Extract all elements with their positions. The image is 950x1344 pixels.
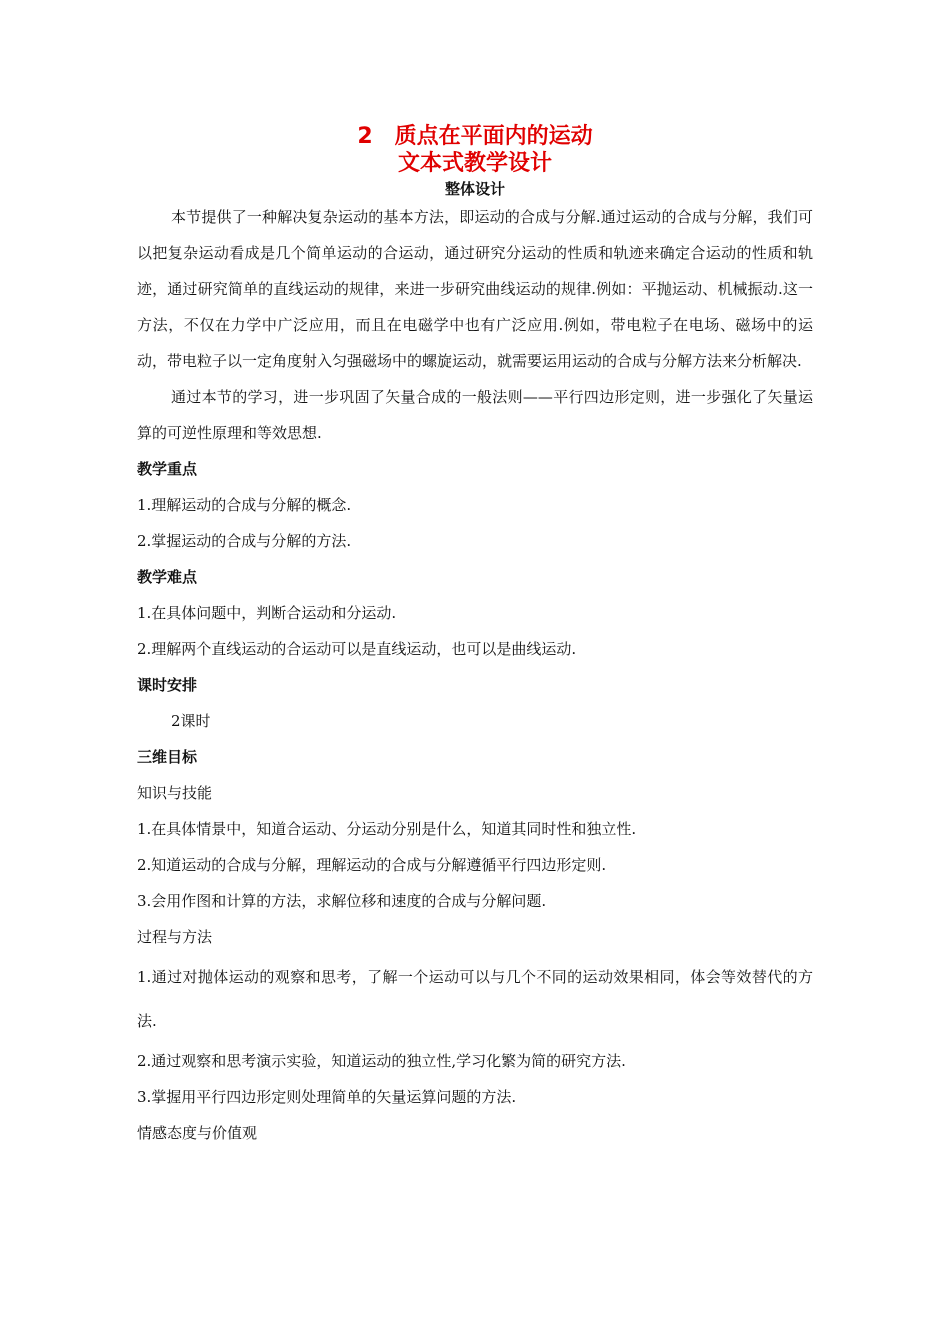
document-title: 2 质点在平面内的运动 bbox=[357, 124, 593, 149]
objective-label-attitude: 情感态度与价值观 bbox=[137, 1124, 258, 1142]
objective-label-knowledge: 知识与技能 bbox=[137, 784, 213, 802]
difficulty-item: 1.在具体问题中，判断合运动和分运动. bbox=[137, 604, 397, 622]
document-body bbox=[137, 199, 813, 1151]
document-title-secondary: 文本式教学设计 bbox=[397, 151, 552, 176]
objective-item: 3.掌握用平行四边形定则处理简单的矢量运算问题的方法. bbox=[137, 1088, 517, 1106]
heading-schedule: 课时安排 bbox=[137, 676, 198, 694]
heading-key-points: 教学重点 bbox=[137, 460, 198, 478]
objective-label-process: 过程与方法 bbox=[137, 928, 213, 946]
intro-paragraph-1: 本节提供了一种解决复杂运动的基本方法，即运动的合成与分解.通过运动的合成与分解，我们可以把复杂运动看成是几个简单运动的合运动，通过研究分运动的性质和轨迹来确定合运动的性质和轨迹，通过研究简单的直线运动的规律，来进一步研究曲线运动的规律.例如：平抛运动、机械振动.这一方法，不仅在力学中广泛应用，而且在电磁学中也有广泛应用.例如，带电粒子在电场、磁场中的运动，带电粒子以一定角度射入匀强磁场中的螺旋运动，就需要运用运动的合成与分解方法来分析解决. bbox=[137, 208, 813, 370]
objective-item: 3.会用作图和计算的方法，求解位移和速度的合成与分解问题. bbox=[137, 892, 547, 910]
key-point-item: 1.理解运动的合成与分解的概念. bbox=[137, 496, 352, 514]
key-point-item: 2.掌握运动的合成与分解的方法. bbox=[137, 532, 352, 550]
heading-difficulties: 教学难点 bbox=[137, 568, 198, 586]
section-title-overall-design: 整体设计 bbox=[444, 180, 505, 198]
objective-item: 2.通过观察和思考演示实验，知道运动的独立性,学习化繁为简的研究方法. bbox=[137, 1052, 626, 1070]
schedule-value: 2课时 bbox=[171, 712, 211, 730]
objective-item: 2.知道运动的合成与分解，理解运动的合成与分解遵循平行四边形定则. bbox=[137, 856, 607, 874]
intro-paragraph-2: 通过本节的学习，进一步巩固了矢量合成的一般法则——平行四边形定则，进一步强化了矢量运算的可逆性原理和等效思想. bbox=[137, 388, 813, 442]
objective-item: 1.通过对抛体运动的观察和思考，了解一个运动可以与几个不同的运动效果相同，体会等效替代的方法. bbox=[137, 968, 813, 1030]
heading-objectives: 三维目标 bbox=[137, 748, 198, 766]
objective-item: 1.在具体情景中，知道合运动、分运动分别是什么，知道其同时性和独立性. bbox=[137, 820, 637, 838]
difficulty-item: 2.理解两个直线运动的合运动可以是直线运动，也可以是曲线运动. bbox=[137, 640, 577, 658]
